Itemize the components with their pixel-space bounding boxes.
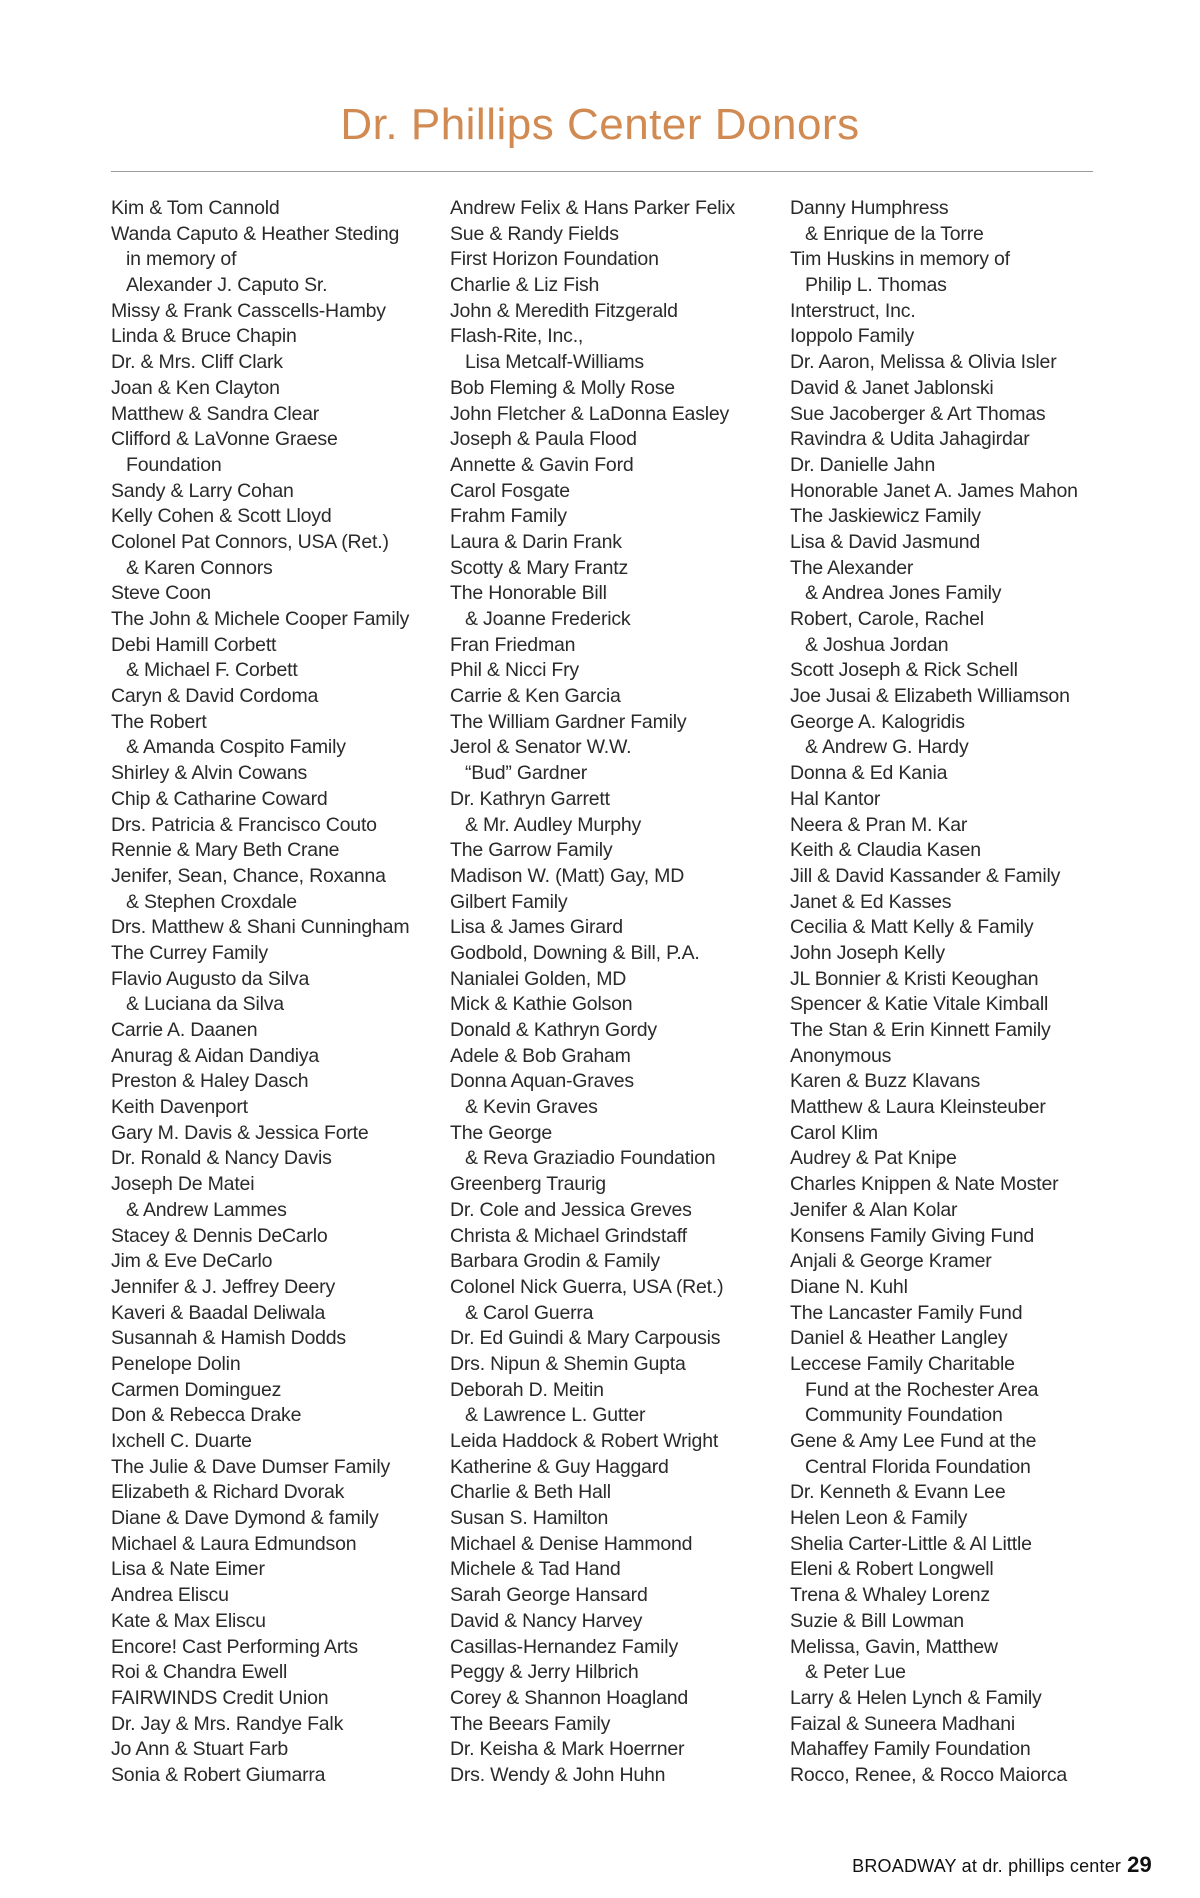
donor-line: Keith Davenport: [111, 1096, 248, 1119]
donor-line: Roi & Chandra Ewell: [111, 1661, 288, 1684]
donor-line: Scotty & Mary Frantz: [450, 556, 629, 579]
donor-line: Honorable Janet A. James Mahon: [790, 479, 1078, 502]
donor-line: Linda & Bruce Chapin: [111, 325, 297, 348]
donor-line: Charles Knippen & Nate Moster: [790, 1173, 1059, 1196]
donor-line: Carol Klim: [790, 1121, 878, 1144]
donor-line: Philip L. Thomas: [805, 274, 947, 297]
donor-line: & Michael F. Corbett: [126, 659, 298, 682]
donor-line: Flavio Augusto da Silva: [111, 967, 310, 990]
donor-line: Mick & Kathie Golson: [450, 993, 633, 1016]
donor-line: John Fletcher & LaDonna Easley: [450, 402, 730, 425]
donor-line: The George: [450, 1121, 553, 1144]
donor-line: Shelia Carter-Little & Al Little: [790, 1532, 1032, 1555]
donor-line: Adele & Bob Graham: [450, 1044, 631, 1067]
donor-line: Jenifer & Alan Kolar: [790, 1198, 958, 1221]
donor-line: & Peter Lue: [805, 1661, 906, 1684]
donor-line: Barbara Grodin & Family: [450, 1250, 660, 1273]
donor-line: Interstruct, Inc.: [790, 299, 916, 322]
donor-line: Alexander J. Caputo Sr.: [126, 274, 328, 297]
donor-line: Janet & Ed Kasses: [790, 890, 952, 913]
donor-line: Ixchell C. Duarte: [111, 1430, 252, 1452]
donor-line: Anurag & Aidan Dandiya: [111, 1044, 320, 1067]
donor-line: Joe Jusai & Elizabeth Williamson: [790, 685, 1070, 708]
donor-line: & Luciana da Silva: [126, 993, 284, 1016]
donor-line: Corey & Shannon Hoagland: [450, 1686, 689, 1709]
donor-line: Sarah George Hansard: [450, 1584, 648, 1607]
donor-line: Steve Coon: [111, 582, 211, 605]
donor-line: The Honorable Bill: [450, 582, 607, 605]
donor-line: Dr. Jay & Mrs. Randye Falk: [111, 1712, 344, 1735]
donor-line: Lisa & Nate Eimer: [111, 1558, 265, 1581]
donor-line: Colonel Nick Guerra, USA (Ret.): [450, 1275, 724, 1298]
donor-line: Dr. Ronald & Nancy Davis: [111, 1147, 332, 1170]
donor-line: Dr. Keisha & Mark Hoerrner: [450, 1738, 685, 1761]
donor-line: Eleni & Robert Longwell: [790, 1558, 994, 1581]
donor-line: Faizal & Suneera Madhani: [790, 1712, 1016, 1735]
donor-line: Sue Jacoberger & Art Thomas: [790, 402, 1046, 425]
donor-line: Mahaffey Family Foundation: [790, 1738, 1031, 1761]
donor-line: Colonel Pat Connors, USA (Ret.): [111, 530, 389, 553]
donor-line: & Andrew Lammes: [126, 1198, 287, 1221]
donor-line: Greenberg Traurig: [450, 1173, 606, 1196]
donor-line: Don & Rebecca Drake: [111, 1404, 302, 1427]
donor-line: Donald & Kathryn Gordy: [450, 1019, 657, 1041]
donor-column-3: [790, 196, 1120, 1789]
donor-line: “Bud” Gardner: [465, 762, 588, 785]
donor-line: Leccese Family Charitable: [790, 1352, 1015, 1375]
donor-line: The Julie & Dave Dumser Family: [111, 1455, 390, 1478]
donor-line: The Beears Family: [450, 1712, 611, 1735]
donor-line: Sandy & Larry Cohan: [111, 479, 294, 502]
donor-line: Peggy & Jerry Hilbrich: [450, 1661, 639, 1684]
donor-line: & Reva Graziadio Foundation: [465, 1147, 716, 1170]
donor-line: & Lawrence L. Gutter: [465, 1404, 646, 1427]
donor-line: Larry & Helen Lynch & Family: [790, 1686, 1042, 1709]
donor-line: Diane & Dave Dymond & family: [111, 1507, 379, 1530]
page-number: 29: [1127, 1852, 1152, 1877]
donor-line: Charlie & Liz Fish: [450, 274, 600, 297]
donor-line: Gilbert Family: [450, 890, 568, 913]
donor-line: Dr. & Mrs. Cliff Clark: [111, 351, 283, 374]
donor-line: Penelope Dolin: [111, 1352, 241, 1375]
page-footer: [852, 1852, 1152, 1878]
donor-line: The Alexander: [790, 556, 914, 579]
donor-line: Sonia & Robert Giumarra: [111, 1763, 326, 1786]
donor-line: Bob Fleming & Molly Rose: [450, 376, 675, 399]
donor-line: Katherine & Guy Haggard: [450, 1455, 669, 1478]
page-title: Dr. Phillips Center Donors: [340, 100, 860, 149]
donor-line: & Joshua Jordan: [805, 633, 949, 656]
donor-line: Foundation: [126, 453, 222, 476]
donor-line: David & Janet Jablonski: [790, 376, 994, 399]
donor-line: Casillas-Hernandez Family: [450, 1635, 678, 1658]
donor-line: Godbold, Downing & Bill, P.A.: [450, 941, 700, 964]
donor-column-2: [450, 196, 780, 1789]
donor-line: Keith & Claudia Kasen: [790, 839, 981, 862]
donor-line: The Lancaster Family Fund: [790, 1301, 1023, 1324]
donor-line: Carmen Dominguez: [111, 1378, 282, 1401]
donor-line: FAIRWINDS Credit Union: [111, 1686, 329, 1709]
donor-line: Elizabeth & Richard Dvorak: [111, 1481, 345, 1504]
donor-line: & Mr. Audley Murphy: [465, 813, 642, 836]
donor-line: Susannah & Hamish Dodds: [111, 1327, 346, 1350]
donor-line: & Enrique de la Torre: [805, 222, 984, 245]
donor-line: Jill & David Kassander & Family: [790, 864, 1061, 887]
donor-line: Frahm Family: [450, 505, 567, 528]
donor-line: Drs. Nipun & Shemin Gupta: [450, 1352, 686, 1375]
donor-line: Charlie & Beth Hall: [450, 1481, 611, 1504]
donor-line: Central Florida Foundation: [805, 1455, 1031, 1478]
donor-line: Annette & Gavin Ford: [450, 453, 634, 476]
donor-line: Caryn & David Cordoma: [111, 685, 319, 708]
donor-line: John Joseph Kelly: [790, 941, 945, 964]
donor-line: Kaveri & Baadal Deliwala: [111, 1301, 326, 1324]
donor-line: Dr. Ed Guindi & Mary Carpousis: [450, 1327, 721, 1350]
donor-line: Dr. Danielle Jahn: [790, 453, 936, 476]
donor-line: Helen Leon & Family: [790, 1507, 968, 1530]
donor-column-1: [111, 196, 441, 1789]
donor-line: & Andrew G. Hardy: [805, 736, 969, 759]
donor-line: Lisa & David Jasmund: [790, 530, 981, 553]
donor-line: Phil & Nicci Fry: [450, 659, 579, 682]
donor-line: Susan S. Hamilton: [450, 1507, 609, 1530]
donor-line: Gene & Amy Lee Fund at the: [790, 1430, 1037, 1452]
donor-line: & Stephen Croxdale: [126, 890, 297, 913]
donor-line: Kim & Tom Cannold: [111, 197, 280, 219]
donor-line: Scott Joseph & Rick Schell: [790, 659, 1018, 682]
donor-line: Kelly Cohen & Scott Lloyd: [111, 505, 332, 528]
donor-line: The Stan & Erin Kinnett Family: [790, 1019, 1051, 1041]
donor-line: Clifford & LaVonne Graese: [111, 428, 338, 451]
donor-line: The Jaskiewicz Family: [790, 505, 981, 528]
donor-line: The Robert: [111, 710, 207, 733]
donor-line: Joseph & Paula Flood: [450, 428, 637, 451]
donor-line: Jennifer & J. Jeffrey Deery: [111, 1275, 336, 1298]
donor-line: Karen & Buzz Klavans: [790, 1070, 981, 1093]
donor-line: Christa & Michael Grindstaff: [450, 1224, 687, 1247]
donor-line: Lisa Metcalf-Williams: [465, 351, 644, 374]
donor-line: Carol Fosgate: [450, 479, 570, 502]
donor-line: Robert, Carole, Rachel: [790, 608, 984, 630]
donor-line: Hal Kantor: [790, 787, 881, 810]
donor-line: Tim Huskins in memory of: [790, 248, 1010, 271]
donor-line: Drs. Patricia & Francisco Couto: [111, 813, 377, 836]
donor-line: Stacey & Dennis DeCarlo: [111, 1224, 328, 1247]
donor-line: Drs. Wendy & John Huhn: [450, 1763, 666, 1786]
donor-line: Dr. Cole and Jessica Greves: [450, 1198, 692, 1221]
donor-line: Fran Friedman: [450, 633, 576, 656]
donor-line: Jerol & Senator W.W.: [450, 736, 632, 759]
donor-line: Konsens Family Giving Fund: [790, 1224, 1035, 1247]
donor-line: Anjali & George Kramer: [790, 1250, 992, 1273]
donor-line: Dr. Aaron, Melissa & Olivia Isler: [790, 351, 1057, 374]
donor-line: Michele & Tad Hand: [450, 1558, 621, 1581]
donor-line: Andrea Eliscu: [111, 1584, 229, 1607]
donor-line: Nanialei Golden, MD: [450, 967, 627, 990]
donor-line: Rennie & Mary Beth Crane: [111, 839, 340, 862]
donor-line: Anonymous: [790, 1044, 892, 1067]
donor-line: Flash-Rite, Inc.,: [450, 325, 584, 348]
donor-line: Ioppolo Family: [790, 325, 915, 348]
donor-line: Danny Humphress: [790, 197, 949, 219]
donor-line: Trena & Whaley Lorenz: [790, 1584, 990, 1607]
donor-line: The John & Michele Cooper Family: [111, 608, 410, 630]
donor-line: Kate & Max Eliscu: [111, 1609, 266, 1632]
donor-line: & Kevin Graves: [465, 1096, 598, 1119]
donor-line: Suzie & Bill Lowman: [790, 1609, 964, 1632]
title-divider: [111, 171, 1093, 172]
donor-line: in memory of: [126, 248, 237, 271]
donor-line: Deborah D. Meitin: [450, 1378, 604, 1401]
donor-line: Diane N. Kuhl: [790, 1275, 908, 1298]
donor-line: Preston & Haley Dasch: [111, 1070, 309, 1093]
donor-line: Debi Hamill Corbett: [111, 633, 277, 656]
donor-line: Joan & Ken Clayton: [111, 376, 280, 399]
donor-line: Jim & Eve DeCarlo: [111, 1250, 273, 1273]
donor-line: Donna Aquan-Graves: [450, 1070, 634, 1093]
donor-line: Gary M. Davis & Jessica Forte: [111, 1121, 369, 1144]
donor-line: & Joanne Frederick: [465, 608, 631, 630]
donor-line: Chip & Catharine Coward: [111, 787, 328, 810]
donor-line: Missy & Frank Casscells-Hamby: [111, 299, 386, 322]
donor-line: Audrey & Pat Knipe: [790, 1147, 957, 1170]
donor-line: Community Foundation: [805, 1404, 1003, 1427]
donor-line: Ravindra & Udita Jahagirdar: [790, 428, 1030, 451]
donor-line: Jenifer, Sean, Chance, Roxanna: [111, 864, 386, 887]
donor-line: Leida Haddock & Robert Wright: [450, 1430, 719, 1452]
donor-line: Melissa, Gavin, Matthew: [790, 1635, 998, 1658]
donor-line: The William Gardner Family: [450, 710, 687, 733]
donor-line: The Garrow Family: [450, 839, 613, 862]
donor-line: JL Bonnier & Kristi Keoughan: [790, 967, 1039, 990]
donor-line: Dr. Kathryn Garrett: [450, 787, 610, 810]
donor-line: Carrie A. Daanen: [111, 1019, 258, 1041]
donor-line: Madison W. (Matt) Gay, MD: [450, 864, 685, 887]
donor-line: Michael & Laura Edmundson: [111, 1532, 357, 1555]
donor-line: & Andrea Jones Family: [805, 582, 1002, 605]
donor-line: & Carol Guerra: [465, 1301, 594, 1324]
donor-line: & Amanda Cospito Family: [126, 736, 346, 759]
donor-line: Laura & Darin Frank: [450, 530, 622, 553]
donor-line: Wanda Caputo & Heather Steding: [111, 222, 400, 245]
publication-name: BROADWAY at dr. phillips center: [852, 1856, 1122, 1876]
donor-line: Jo Ann & Stuart Farb: [111, 1738, 289, 1761]
donor-line: Dr. Kenneth & Evann Lee: [790, 1481, 1006, 1504]
donor-line: Andrew Felix & Hans Parker Felix: [450, 197, 736, 219]
donor-line: First Horizon Foundation: [450, 248, 659, 271]
donor-line: Matthew & Sandra Clear: [111, 402, 320, 425]
donor-line: & Karen Connors: [126, 556, 273, 579]
donor-line: Daniel & Heather Langley: [790, 1327, 1008, 1350]
donor-line: John & Meredith Fitzgerald: [450, 299, 678, 322]
donor-line: Matthew & Laura Kleinsteuber: [790, 1096, 1046, 1119]
donor-line: Drs. Matthew & Shani Cunningham: [111, 916, 410, 939]
donor-line: Fund at the Rochester Area: [805, 1378, 1039, 1401]
donor-line: Sue & Randy Fields: [450, 222, 619, 245]
donor-line: Encore! Cast Performing Arts: [111, 1635, 358, 1658]
donor-line: Lisa & James Girard: [450, 916, 623, 939]
donor-line: David & Nancy Harvey: [450, 1609, 643, 1632]
donor-line: Michael & Denise Hammond: [450, 1532, 693, 1555]
donor-line: Neera & Pran M. Kar: [790, 813, 968, 836]
donor-line: Rocco, Renee, & Rocco Maiorca: [790, 1763, 1068, 1786]
donor-line: Carrie & Ken Garcia: [450, 685, 621, 708]
donor-line: Donna & Ed Kania: [790, 762, 948, 785]
donor-line: Cecilia & Matt Kelly & Family: [790, 916, 1034, 939]
donor-line: Shirley & Alvin Cowans: [111, 762, 308, 785]
donor-line: Spencer & Katie Vitale Kimball: [790, 993, 1049, 1016]
donor-line: George A. Kalogridis: [790, 710, 965, 733]
donor-line: Joseph De Matei: [111, 1173, 255, 1196]
donor-line: The Currey Family: [111, 941, 268, 964]
